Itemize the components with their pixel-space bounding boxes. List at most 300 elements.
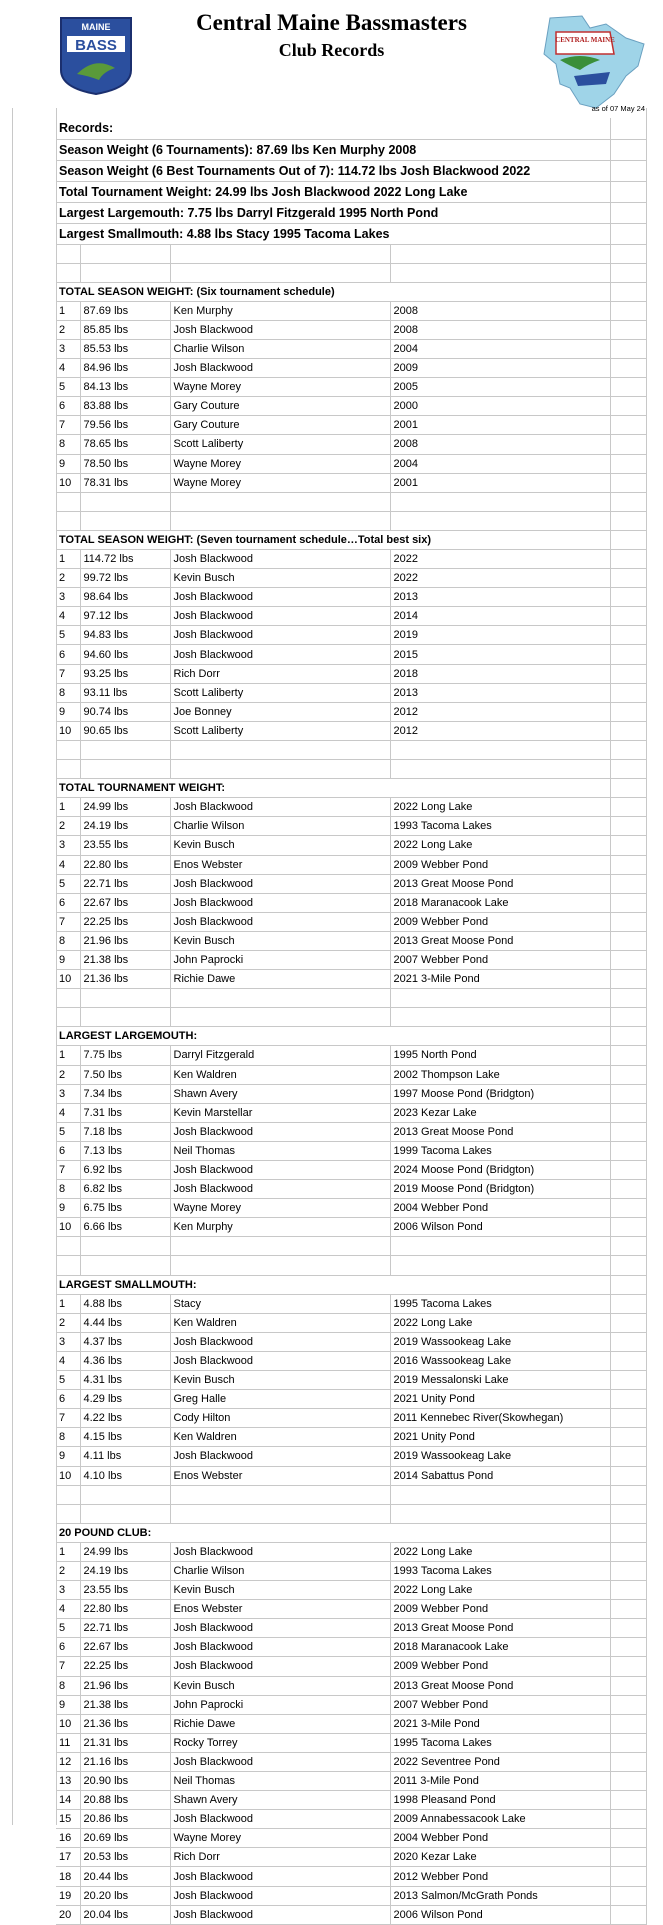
- angler-cell: Ken Waldren: [170, 1428, 390, 1447]
- weight-cell: 7.50 lbs: [80, 1065, 170, 1084]
- year-location-cell: 2005: [390, 378, 610, 397]
- year-location-cell: 2009 Annabessacook Lake: [390, 1810, 610, 1829]
- angler-cell: Kevin Busch: [170, 569, 390, 588]
- record-row: [56, 202, 646, 223]
- rank-cell: 1: [56, 1542, 80, 1561]
- rank-cell: 1: [56, 550, 80, 569]
- weight-cell: 22.25 lbs: [80, 1657, 170, 1676]
- weight-cell: 85.85 lbs: [80, 320, 170, 339]
- table-row: [56, 1409, 646, 1428]
- weight-cell: 78.50 lbs: [80, 454, 170, 473]
- weight-cell: 21.16 lbs: [80, 1752, 170, 1771]
- weight-cell: 94.83 lbs: [80, 626, 170, 645]
- weight-cell: 21.31 lbs: [80, 1733, 170, 1752]
- table-row: [56, 645, 646, 664]
- weight-cell: 79.56 lbs: [80, 416, 170, 435]
- rank-cell: 9: [56, 1447, 80, 1466]
- table-row: [56, 1180, 646, 1199]
- angler-cell: Shawn Avery: [170, 1791, 390, 1810]
- weight-cell: 90.74 lbs: [80, 702, 170, 721]
- year-location-cell: 2018 Maranacook Lake: [390, 893, 610, 912]
- rank-cell: 10: [56, 1466, 80, 1485]
- rank-cell: 7: [56, 1161, 80, 1180]
- rank-cell: 6: [56, 645, 80, 664]
- year-location-cell: 2011 3-Mile Pond: [390, 1772, 610, 1791]
- weight-cell: 21.96 lbs: [80, 1676, 170, 1695]
- rank-cell: 9: [56, 454, 80, 473]
- year-location-cell: 2022 Long Lake: [390, 798, 610, 817]
- weight-cell: 22.71 lbs: [80, 874, 170, 893]
- rank-cell: 8: [56, 931, 80, 950]
- rank-cell: 5: [56, 626, 80, 645]
- year-location-cell: 2000: [390, 397, 610, 416]
- rank-cell: 4: [56, 359, 80, 378]
- year-location-cell: 2019 Moose Pond (Bridgton): [390, 1180, 610, 1199]
- year-location-cell: 2013 Great Moose Pond: [390, 1122, 610, 1141]
- angler-cell: Ken Waldren: [170, 1313, 390, 1332]
- rank-cell: 5: [56, 1371, 80, 1390]
- weight-cell: 7.31 lbs: [80, 1103, 170, 1122]
- table-row: [56, 1428, 646, 1447]
- year-location-cell: 2012 Webber Pond: [390, 1867, 610, 1886]
- year-location-cell: 1993 Tacoma Lakes: [390, 1561, 610, 1580]
- year-location-cell: 2006 Wilson Pond: [390, 1218, 610, 1237]
- rank-cell: 2: [56, 817, 80, 836]
- angler-cell: Greg Halle: [170, 1390, 390, 1409]
- table-row: [56, 721, 646, 740]
- year-location-cell: 1998 Pleasand Pond: [390, 1791, 610, 1810]
- rank-cell: 7: [56, 1657, 80, 1676]
- year-location-cell: 2018 Maranacook Lake: [390, 1638, 610, 1657]
- left-logo-main: BASS: [75, 37, 117, 54]
- weight-cell: 93.11 lbs: [80, 683, 170, 702]
- table-row: [56, 1046, 646, 1065]
- record-row: [56, 223, 646, 244]
- rank-cell: 5: [56, 1122, 80, 1141]
- weight-cell: 20.53 lbs: [80, 1848, 170, 1867]
- section-title: TOTAL SEASON WEIGHT: (Seven tournament schedule…Total best six): [56, 530, 610, 549]
- year-location-cell: 2007 Webber Pond: [390, 1695, 610, 1714]
- weight-cell: 114.72 lbs: [80, 550, 170, 569]
- year-location-cell: 1995 Tacoma Lakes: [390, 1733, 610, 1752]
- weight-cell: 78.65 lbs: [80, 435, 170, 454]
- record-row: [56, 160, 646, 181]
- rank-cell: 1: [56, 301, 80, 320]
- year-location-cell: 2009 Webber Pond: [390, 912, 610, 931]
- table-row: [56, 1886, 646, 1905]
- rank-cell: 9: [56, 1199, 80, 1218]
- table-row: [56, 1905, 646, 1924]
- angler-cell: Josh Blackwood: [170, 626, 390, 645]
- weight-cell: 4.29 lbs: [80, 1390, 170, 1409]
- year-location-cell: 2019 Wassookeag Lake: [390, 1332, 610, 1351]
- weight-cell: 21.96 lbs: [80, 931, 170, 950]
- weight-cell: 93.25 lbs: [80, 664, 170, 683]
- rank-cell: 6: [56, 397, 80, 416]
- rank-cell: 20: [56, 1905, 80, 1924]
- weight-cell: 22.67 lbs: [80, 1638, 170, 1657]
- rank-cell: 8: [56, 1676, 80, 1695]
- angler-cell: Gary Couture: [170, 397, 390, 416]
- weight-cell: 85.53 lbs: [80, 339, 170, 358]
- weight-cell: 20.69 lbs: [80, 1829, 170, 1848]
- weight-cell: 4.37 lbs: [80, 1332, 170, 1351]
- table-row: [56, 1829, 646, 1848]
- angler-cell: Josh Blackwood: [170, 1619, 390, 1638]
- angler-cell: Ken Waldren: [170, 1065, 390, 1084]
- blank-row: [56, 740, 646, 759]
- angler-cell: Charlie Wilson: [170, 1561, 390, 1580]
- year-location-cell: 2006 Wilson Pond: [390, 1905, 610, 1924]
- angler-cell: Neil Thomas: [170, 1772, 390, 1791]
- angler-cell: Josh Blackwood: [170, 1161, 390, 1180]
- table-row: [56, 1084, 646, 1103]
- rank-cell: 4: [56, 1600, 80, 1619]
- rank-cell: 12: [56, 1752, 80, 1771]
- rank-cell: 11: [56, 1733, 80, 1752]
- table-row: [56, 912, 646, 931]
- angler-cell: Rich Dorr: [170, 1848, 390, 1867]
- angler-cell: Josh Blackwood: [170, 1332, 390, 1351]
- table-row: [56, 1657, 646, 1676]
- weight-cell: 24.19 lbs: [80, 1561, 170, 1580]
- table-row: [56, 435, 646, 454]
- angler-cell: Josh Blackwood: [170, 1351, 390, 1370]
- angler-cell: Josh Blackwood: [170, 359, 390, 378]
- table-row: [56, 1695, 646, 1714]
- page-subtitle: Club Records: [278, 40, 385, 60]
- rank-cell: 10: [56, 970, 80, 989]
- rank-cell: 18: [56, 1867, 80, 1886]
- section-title: 20 POUND CLUB:: [56, 1523, 610, 1542]
- angler-cell: Scott Laliberty: [170, 683, 390, 702]
- table-row: [56, 1714, 646, 1733]
- table-row: [56, 950, 646, 969]
- right-logo-text: CENTRAL MAINE: [555, 36, 615, 44]
- blank-row: [56, 760, 646, 779]
- angler-cell: Wayne Morey: [170, 1199, 390, 1218]
- central-maine-logo: [530, 14, 648, 112]
- weight-cell: 21.38 lbs: [80, 1695, 170, 1714]
- rank-cell: 3: [56, 588, 80, 607]
- record-largest-smallmouth: Largest Smallmouth: 4.88 lbs Stacy 1995 Tacoma Lakes: [56, 223, 610, 244]
- rank-cell: 3: [56, 1332, 80, 1351]
- rank-cell: 8: [56, 683, 80, 702]
- rank-cell: 10: [56, 1714, 80, 1733]
- rank-cell: 3: [56, 1084, 80, 1103]
- weight-cell: 22.71 lbs: [80, 1619, 170, 1638]
- table-row: [56, 588, 646, 607]
- year-location-cell: 2009 Webber Pond: [390, 855, 610, 874]
- blank-row: [56, 1504, 646, 1523]
- table-row: [56, 1122, 646, 1141]
- record-tournament-weight: Total Tournament Weight: 24.99 lbs Josh Blackwood 2022 Long Lake: [56, 181, 610, 202]
- angler-cell: Josh Blackwood: [170, 1542, 390, 1561]
- table-row: [56, 301, 646, 320]
- rank-cell: 2: [56, 320, 80, 339]
- weight-cell: 23.55 lbs: [80, 1581, 170, 1600]
- rank-cell: 16: [56, 1829, 80, 1848]
- table-row: [56, 1351, 646, 1370]
- year-location-cell: 2016 Wassookeag Lake: [390, 1351, 610, 1370]
- year-location-cell: 2015: [390, 645, 610, 664]
- table-row: [56, 550, 646, 569]
- rank-cell: 3: [56, 836, 80, 855]
- table-row: [56, 1218, 646, 1237]
- year-location-cell: 2013: [390, 588, 610, 607]
- table-row: [56, 817, 646, 836]
- weight-cell: 22.80 lbs: [80, 1600, 170, 1619]
- year-location-cell: 1993 Tacoma Lakes: [390, 817, 610, 836]
- table-row: [56, 626, 646, 645]
- table-row: [56, 359, 646, 378]
- blank-row: [56, 1256, 646, 1275]
- angler-cell: Neil Thomas: [170, 1141, 390, 1160]
- rank-cell: 1: [56, 1294, 80, 1313]
- rank-cell: 2: [56, 1313, 80, 1332]
- angler-cell: Wayne Morey: [170, 473, 390, 492]
- year-location-cell: 2004: [390, 339, 610, 358]
- weight-cell: 87.69 lbs: [80, 301, 170, 320]
- angler-cell: Richie Dawe: [170, 970, 390, 989]
- year-location-cell: 2013 Salmon/McGrath Ponds: [390, 1886, 610, 1905]
- table-row: [56, 1772, 646, 1791]
- angler-cell: Ken Murphy: [170, 301, 390, 320]
- weight-cell: 21.36 lbs: [80, 970, 170, 989]
- table-row: [56, 702, 646, 721]
- rank-cell: 19: [56, 1886, 80, 1905]
- table-row: [56, 607, 646, 626]
- angler-cell: Enos Webster: [170, 1600, 390, 1619]
- blank-row: [56, 1485, 646, 1504]
- section-header-row: [56, 1275, 646, 1294]
- rank-cell: 6: [56, 1390, 80, 1409]
- year-location-cell: 2021 Unity Pond: [390, 1390, 610, 1409]
- table-row: [56, 664, 646, 683]
- grid-line: [12, 0, 13, 1825]
- year-location-cell: 2013 Great Moose Pond: [390, 1676, 610, 1695]
- rank-cell: 8: [56, 1428, 80, 1447]
- year-location-cell: 2008: [390, 435, 610, 454]
- weight-cell: 98.64 lbs: [80, 588, 170, 607]
- year-location-cell: 2022 Long Lake: [390, 1542, 610, 1561]
- angler-cell: Josh Blackwood: [170, 1447, 390, 1466]
- angler-cell: Joe Bonney: [170, 702, 390, 721]
- weight-cell: 4.11 lbs: [80, 1447, 170, 1466]
- table-row: [56, 1065, 646, 1084]
- angler-cell: Josh Blackwood: [170, 1810, 390, 1829]
- rank-cell: 1: [56, 1046, 80, 1065]
- angler-cell: Charlie Wilson: [170, 339, 390, 358]
- year-location-cell: 2009 Webber Pond: [390, 1657, 610, 1676]
- year-location-cell: 2022 Long Lake: [390, 1581, 610, 1600]
- rank-cell: 8: [56, 435, 80, 454]
- weight-cell: 84.13 lbs: [80, 378, 170, 397]
- year-location-cell: 2004 Webber Pond: [390, 1829, 610, 1848]
- weight-cell: 20.04 lbs: [80, 1905, 170, 1924]
- angler-cell: Wayne Morey: [170, 378, 390, 397]
- weight-cell: 6.92 lbs: [80, 1161, 170, 1180]
- year-location-cell: 1999 Tacoma Lakes: [390, 1141, 610, 1160]
- year-location-cell: 2021 Unity Pond: [390, 1428, 610, 1447]
- blank-row: [56, 1237, 646, 1256]
- year-location-cell: 2014: [390, 607, 610, 626]
- angler-cell: Gary Couture: [170, 416, 390, 435]
- left-logo-text: MAINE: [81, 22, 111, 32]
- angler-cell: Enos Webster: [170, 855, 390, 874]
- year-location-cell: 1997 Moose Pond (Bridgton): [390, 1084, 610, 1103]
- year-location-cell: 2004 Webber Pond: [390, 1199, 610, 1218]
- rank-cell: 2: [56, 569, 80, 588]
- blank-row: [56, 492, 646, 511]
- rank-cell: 10: [56, 721, 80, 740]
- year-location-cell: 2019 Wassookeag Lake: [390, 1447, 610, 1466]
- weight-cell: 21.36 lbs: [80, 1714, 170, 1733]
- section-header-row: [56, 282, 646, 301]
- rank-cell: 7: [56, 664, 80, 683]
- angler-cell: Josh Blackwood: [170, 1905, 390, 1924]
- table-row: [56, 1638, 646, 1657]
- blank-row: [56, 263, 646, 282]
- year-location-cell: 2011 Kennebec River(Skowhegan): [390, 1409, 610, 1428]
- angler-cell: John Paprocki: [170, 950, 390, 969]
- angler-cell: Josh Blackwood: [170, 893, 390, 912]
- weight-cell: 4.88 lbs: [80, 1294, 170, 1313]
- section-header-row: [56, 1027, 646, 1046]
- angler-cell: Shawn Avery: [170, 1084, 390, 1103]
- table-row: [56, 1867, 646, 1886]
- year-location-cell: 2021 3-Mile Pond: [390, 970, 610, 989]
- table-row: [56, 454, 646, 473]
- table-row: [56, 1561, 646, 1580]
- weight-cell: 6.82 lbs: [80, 1180, 170, 1199]
- rank-cell: 6: [56, 1638, 80, 1657]
- weight-cell: 4.31 lbs: [80, 1371, 170, 1390]
- weight-cell: 20.44 lbs: [80, 1867, 170, 1886]
- year-location-cell: 2012: [390, 721, 610, 740]
- weight-cell: 20.20 lbs: [80, 1886, 170, 1905]
- table-row: [56, 683, 646, 702]
- section-title: LARGEST LARGEMOUTH:: [56, 1027, 610, 1046]
- angler-cell: Josh Blackwood: [170, 874, 390, 893]
- year-location-cell: 2013 Great Moose Pond: [390, 874, 610, 893]
- table-row: [56, 874, 646, 893]
- weight-cell: 24.19 lbs: [80, 817, 170, 836]
- rank-cell: 2: [56, 1065, 80, 1084]
- table-row: [56, 1600, 646, 1619]
- rank-cell: 17: [56, 1848, 80, 1867]
- rank-cell: 2: [56, 1561, 80, 1580]
- year-location-cell: 2022 Long Lake: [390, 1313, 610, 1332]
- weight-cell: 4.10 lbs: [80, 1466, 170, 1485]
- year-location-cell: 2002 Thompson Lake: [390, 1065, 610, 1084]
- weight-cell: 94.60 lbs: [80, 645, 170, 664]
- blank-row: [56, 989, 646, 1008]
- section-title: LARGEST SMALLMOUTH:: [56, 1275, 610, 1294]
- table-row: [56, 1141, 646, 1160]
- weight-cell: 97.12 lbs: [80, 607, 170, 626]
- table-row: [56, 378, 646, 397]
- year-location-cell: 1995 Tacoma Lakes: [390, 1294, 610, 1313]
- rank-cell: 6: [56, 1141, 80, 1160]
- weight-cell: 22.80 lbs: [80, 855, 170, 874]
- section-title: TOTAL TOURNAMENT WEIGHT:: [56, 779, 610, 798]
- year-location-cell: 2022: [390, 569, 610, 588]
- year-location-cell: 2004: [390, 454, 610, 473]
- table-row: [56, 893, 646, 912]
- year-location-cell: 2009 Webber Pond: [390, 1600, 610, 1619]
- rank-cell: 3: [56, 339, 80, 358]
- weight-cell: 4.15 lbs: [80, 1428, 170, 1447]
- year-location-cell: 2013: [390, 683, 610, 702]
- rank-cell: 8: [56, 1180, 80, 1199]
- weight-cell: 20.88 lbs: [80, 1791, 170, 1810]
- rank-cell: 15: [56, 1810, 80, 1829]
- year-location-cell: 2013 Great Moose Pond: [390, 931, 610, 950]
- table-row: [56, 855, 646, 874]
- angler-cell: Kevin Busch: [170, 1581, 390, 1600]
- rank-cell: 9: [56, 950, 80, 969]
- table-row: [56, 1294, 646, 1313]
- angler-cell: Ken Murphy: [170, 1218, 390, 1237]
- rank-cell: 5: [56, 378, 80, 397]
- weight-cell: 20.86 lbs: [80, 1810, 170, 1829]
- angler-cell: Josh Blackwood: [170, 1657, 390, 1676]
- table-row: [56, 1161, 646, 1180]
- angler-cell: Stacy: [170, 1294, 390, 1313]
- blank-row: [56, 1008, 646, 1027]
- weight-cell: 24.99 lbs: [80, 798, 170, 817]
- year-location-cell: 2001: [390, 473, 610, 492]
- angler-cell: Kevin Busch: [170, 1371, 390, 1390]
- weight-cell: 83.88 lbs: [80, 397, 170, 416]
- rank-cell: 13: [56, 1772, 80, 1791]
- year-location-cell: 2024 Moose Pond (Bridgton): [390, 1161, 610, 1180]
- year-location-cell: 2022: [390, 550, 610, 569]
- year-location-cell: 2008: [390, 320, 610, 339]
- records-table-body: [56, 118, 646, 1924]
- blank-row: [56, 244, 646, 263]
- year-location-cell: 2009: [390, 359, 610, 378]
- weight-cell: 4.36 lbs: [80, 1351, 170, 1370]
- weight-cell: 20.90 lbs: [80, 1772, 170, 1791]
- table-row: [56, 1810, 646, 1829]
- record-season-weight-6: Season Weight (6 Tournaments): 87.69 lbs Ken Murphy 2008: [56, 139, 610, 160]
- weight-cell: 21.38 lbs: [80, 950, 170, 969]
- table-row: [56, 970, 646, 989]
- table-row: [56, 1371, 646, 1390]
- table-row: [56, 339, 646, 358]
- rank-cell: 4: [56, 1351, 80, 1370]
- year-location-cell: 1995 North Pond: [390, 1046, 610, 1065]
- record-largest-largemouth: Largest Largemouth: 7.75 lbs Darryl Fitzgerald 1995 North Pond: [56, 202, 610, 223]
- weight-cell: 23.55 lbs: [80, 836, 170, 855]
- rank-cell: 7: [56, 1409, 80, 1428]
- angler-cell: Kevin Busch: [170, 1676, 390, 1695]
- table-row: [56, 1199, 646, 1218]
- angler-cell: Darryl Fitzgerald: [170, 1046, 390, 1065]
- angler-cell: Josh Blackwood: [170, 1886, 390, 1905]
- table-row: [56, 1542, 646, 1561]
- table-row: [56, 1447, 646, 1466]
- table-row: [56, 416, 646, 435]
- angler-cell: Josh Blackwood: [170, 798, 390, 817]
- year-location-cell: 2020 Kezar Lake: [390, 1848, 610, 1867]
- record-row: [56, 181, 646, 202]
- year-location-cell: 2014 Sabattus Pond: [390, 1466, 610, 1485]
- rank-cell: 6: [56, 893, 80, 912]
- table-row: [56, 1733, 646, 1752]
